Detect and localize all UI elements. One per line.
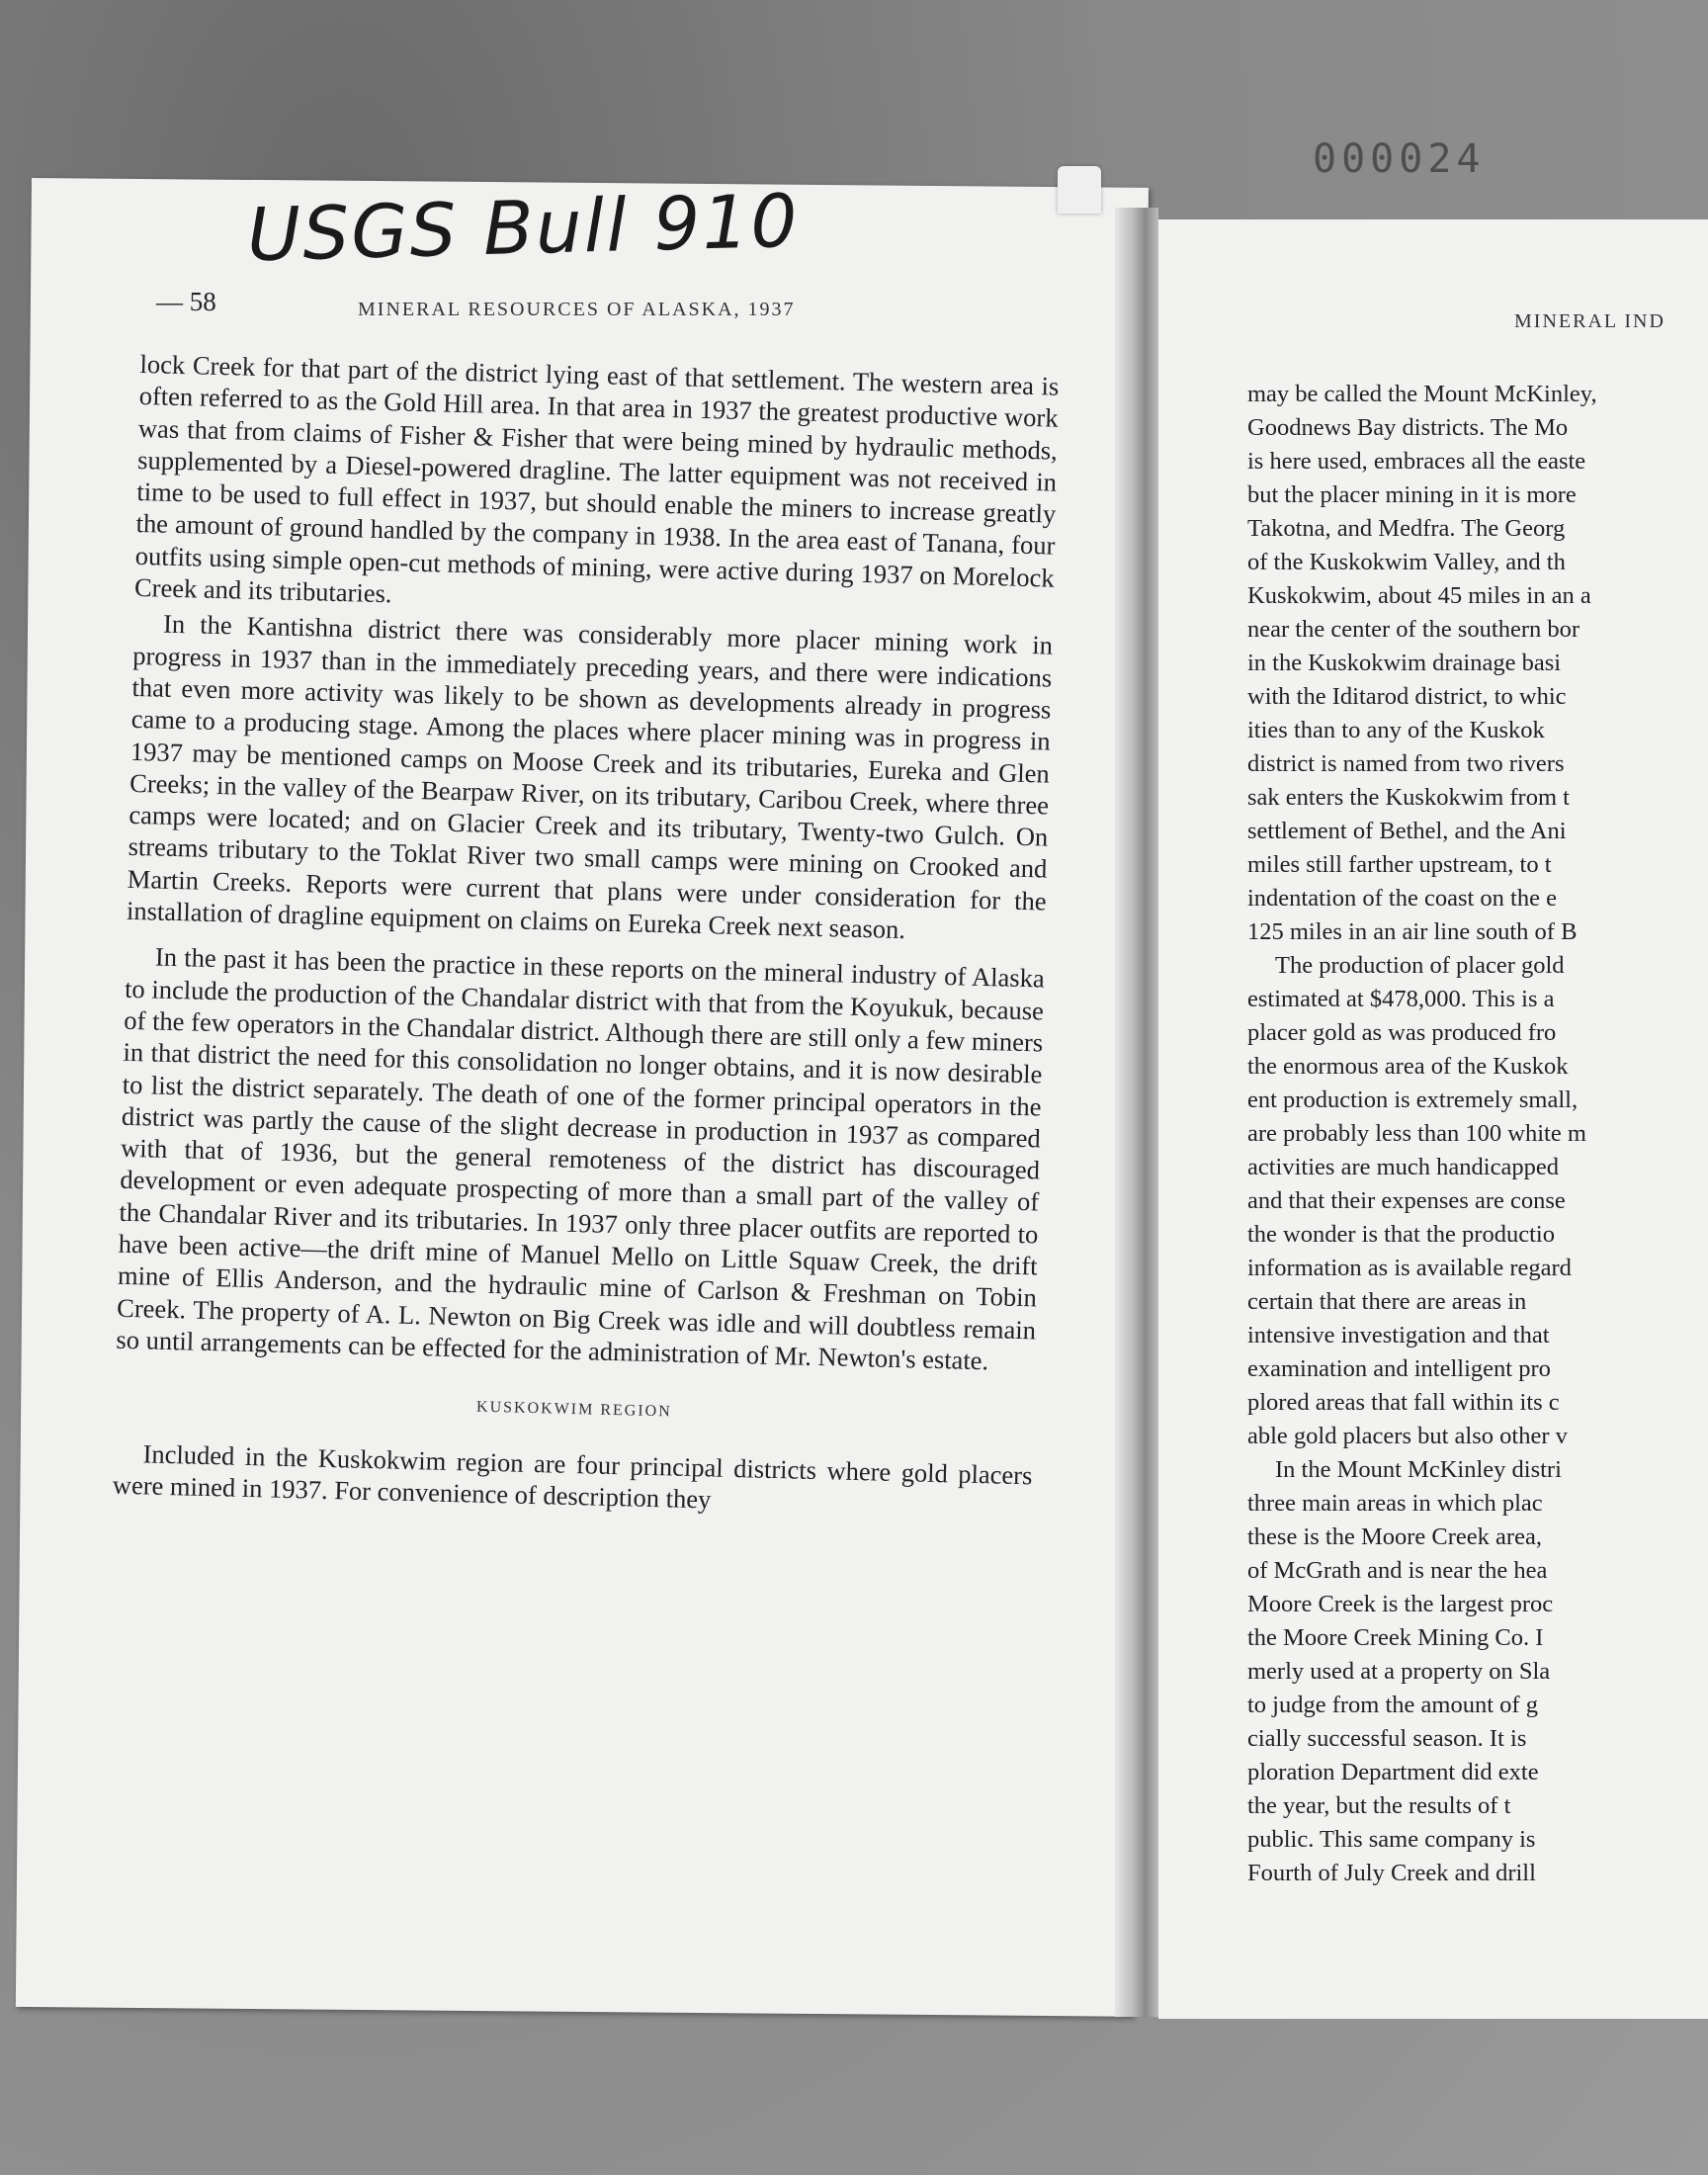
right-line: ities than to any of the Kuskok [1247, 717, 1545, 743]
right-line: public. This same company is [1247, 1826, 1536, 1853]
right-line: Fourth of July Creek and drill [1247, 1860, 1536, 1886]
paragraph: lock Creek for that part of the district lying east of that settlement. The western area is often referred to as the Gold Hill area. In that area in 1937 the greatest productive work was that from claims of Fisher & Fisher that were being mined by hydraulic methods, supplemented by a Diesel-powered dragline. The latter equipment was not received in time to be used to full effect in 1937, but should enable the miners to increase greatly the amount of ground handled by the company in 1938. In the area east of Tanana, four outfits using simple open-cut methods of mining, were active during 1937 on Morelock Creek and its tributaries. [133, 348, 1060, 609]
right-line: estimated at $478,000. This is a [1247, 986, 1555, 1012]
right-running-head: MINERAL IND [1514, 310, 1665, 332]
right-line: is here used, embraces all the easte [1247, 448, 1586, 475]
right-line: placer gold as was produced fro [1247, 1019, 1557, 1046]
page-tab [1058, 166, 1101, 214]
right-line: activities are much handicapped [1247, 1154, 1559, 1180]
paragraph: Included in the Kuskokwim region are four principal districts where gold placers were mined in 1937. For convenience of description they [112, 1437, 1033, 1515]
handwritten-note: USGS Bull 910 [245, 178, 801, 279]
left-page-text [113, 348, 1060, 1522]
right-line: information as is available regard [1247, 1255, 1572, 1281]
right-line: these is the Moore Creek area, [1247, 1523, 1542, 1550]
right-line: the Moore Creek Mining Co. I [1247, 1624, 1544, 1651]
right-line: Kuskokwim, about 45 miles in an a [1247, 582, 1591, 609]
book-spine [1115, 208, 1158, 2017]
right-line: are probably less than 100 white m [1247, 1120, 1586, 1147]
right-line: in the Kuskokwim drainage basi [1247, 650, 1562, 676]
right-line: intensive investigation and that [1247, 1322, 1550, 1348]
paragraph: In the past it has been the practice in these reports on the mineral industry of Alaska to include the production of the Chandalar district with that from the Koyukuk, because of the few operators in the Chandalar district. Although there are still only a few miners in that district the need for this consolidation no longer obtains, and it is now desirable to list the district separately. The death of one of the former principal operators in the district was partly the cause of the slight decrease in production in 1937 as compared with that of 1936, but the general remoteness of the district has discouraged development or even adequate prospecting of more than a small part of the valley of the Chandalar River and its tributaries. In 1937 only three placer outfits are reported to have been active—the drift mine of Manuel Mello on Little Squaw Creek, the drift mine of Ellis Anderson, and the hydraulic mine of Carlson & Freshman on Tobin Creek. The property of A. L. Newton on Big Creek was idle and will doubtless remain so until arrangements can be effected for the administration of Mr. Newton's estate. [116, 941, 1046, 1376]
right-line: to judge from the amount of g [1247, 1692, 1538, 1718]
right-line: the enormous area of the Kuskok [1247, 1053, 1569, 1080]
right-line: certain that there are areas in [1247, 1288, 1527, 1315]
running-head: MINERAL RESOURCES OF ALASKA, 1937 [358, 299, 796, 320]
right-line: merly used at a property on Sla [1247, 1658, 1551, 1685]
right-line: Moore Creek is the largest proc [1247, 1591, 1554, 1617]
right-line: ent production is extremely small, [1247, 1087, 1579, 1113]
right-line: cially successful season. It is [1247, 1725, 1527, 1752]
right-page [1158, 219, 1708, 2019]
right-line: plored areas that fall within its c [1247, 1389, 1560, 1416]
right-line: ploration Department did exte [1247, 1759, 1539, 1785]
right-line: may be called the Mount McKinley, [1247, 381, 1597, 407]
right-line: 125 miles in an air line south of B [1247, 918, 1578, 945]
right-line: sak enters the Kuskokwim from t [1247, 784, 1570, 811]
section-heading: KUSKOKWIM REGION [475, 1398, 672, 1421]
right-line: The production of placer gold [1275, 952, 1565, 979]
right-line: examination and intelligent pro [1247, 1355, 1551, 1382]
right-line: settlement of Bethel, and the Ani [1247, 818, 1567, 844]
right-line: district is named from two rivers [1247, 750, 1565, 777]
right-line: three main areas in which plac [1247, 1490, 1543, 1517]
right-line: able gold placers but also other v [1247, 1423, 1568, 1449]
right-line: near the center of the southern bor [1247, 616, 1580, 643]
right-line: miles still farther upstream, to t [1247, 851, 1552, 878]
right-page-text [1247, 378, 1597, 1890]
right-line: of the Kuskokwim Valley, and th [1247, 549, 1566, 575]
page-number: — 58 [156, 287, 216, 316]
right-line: Goodnews Bay districts. The Mo [1247, 414, 1569, 441]
archive-stamp: 000024 [1313, 136, 1486, 182]
right-line: the wonder is that the productio [1247, 1221, 1555, 1248]
paragraph: In the Kantishna district there was considerably more placer mining work in progress in 1937 than in the immediately preceding years, and there were indications that even more activity was likely to be shown as developments already in progress came to a producing stage. Among the places where placer mining was in progress in 1937 may be mentioned camps on Moose Creek and its tributaries, Eureka and Glen Creeks; in the valley of the Bearpaw River, on its tributary, Caribou Creek, where three camps were located; and on Glacier Creek and its tributary, Twenty-two Gulch. On streams tributary to the Toklat River two small camps were mining on Crooked and Martin Creeks. Reports were current that plans were under consideration for the installation of dragline equipment on claims on Eureka Creek next season. [126, 609, 1054, 945]
right-line: Takotna, and Medfra. The Georg [1247, 515, 1566, 542]
right-line: the year, but the results of t [1247, 1792, 1511, 1819]
right-line: but the placer mining in it is more [1247, 481, 1577, 508]
right-line: of McGrath and is near the hea [1247, 1557, 1548, 1584]
right-line: and that their expenses are conse [1247, 1187, 1566, 1214]
right-line: indentation of the coast on the e [1247, 885, 1557, 912]
right-line: with the Iditarod district, to whic [1247, 683, 1567, 710]
right-line: In the Mount McKinley distri [1275, 1456, 1562, 1483]
